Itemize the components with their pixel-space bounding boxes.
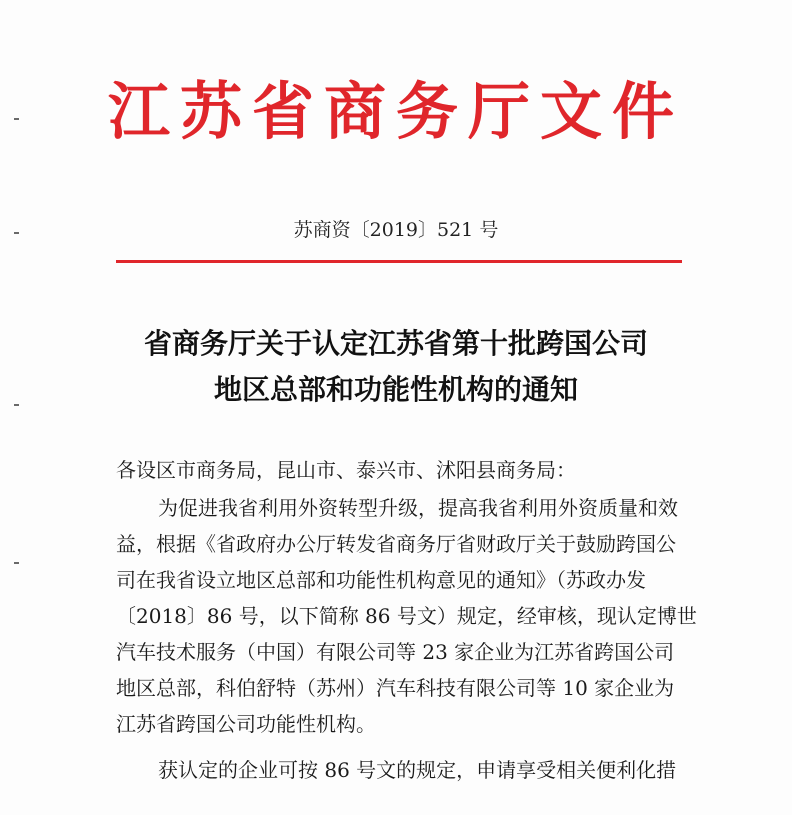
paragraph-line: 获认定的企业可按 86 号文的规定，申请享受相关便利化措 bbox=[158, 758, 677, 782]
paragraph-line: 汽车技术服务（中国）有限公司等 23 家企业为江苏省跨国公司 bbox=[116, 640, 675, 664]
salutation: 各设区市商务局，昆山市、泰兴市、沭阳县商务局： bbox=[116, 458, 576, 482]
paragraph-line: 益，根据《省政府办公厅转发省商务厅省财政厅关于鼓励跨国公 bbox=[116, 532, 676, 556]
notice-title-line-1: 省商务厅关于认定江苏省第十批跨国公司 bbox=[143, 327, 648, 360]
paragraph-line: 为促进我省利用外资转型升级，提高我省利用外资质量和效 bbox=[158, 496, 678, 520]
notice-title-line-2: 地区总部和功能性机构的通知 bbox=[213, 373, 578, 406]
margin-tick-mark bbox=[14, 562, 19, 564]
document-number: 苏商资〔2019〕521 号 bbox=[293, 219, 499, 241]
paragraph-line: 地区总部，科伯舒特（苏州）汽车科技有限公司等 10 家企业为 bbox=[116, 676, 675, 700]
paragraph-line: 江苏省跨国公司功能性机构。 bbox=[116, 712, 376, 736]
paragraph-line: 〔2018〕86 号，以下简称 86 号文）规定，经审核，现认定博世 bbox=[116, 604, 697, 628]
paragraph-line: 司在我省设立地区总部和功能性机构意见的通知》（苏政办发 bbox=[116, 568, 646, 592]
red-header-rule bbox=[116, 260, 682, 263]
issuing-authority-header: 江苏省商务厅文件 bbox=[107, 75, 684, 148]
